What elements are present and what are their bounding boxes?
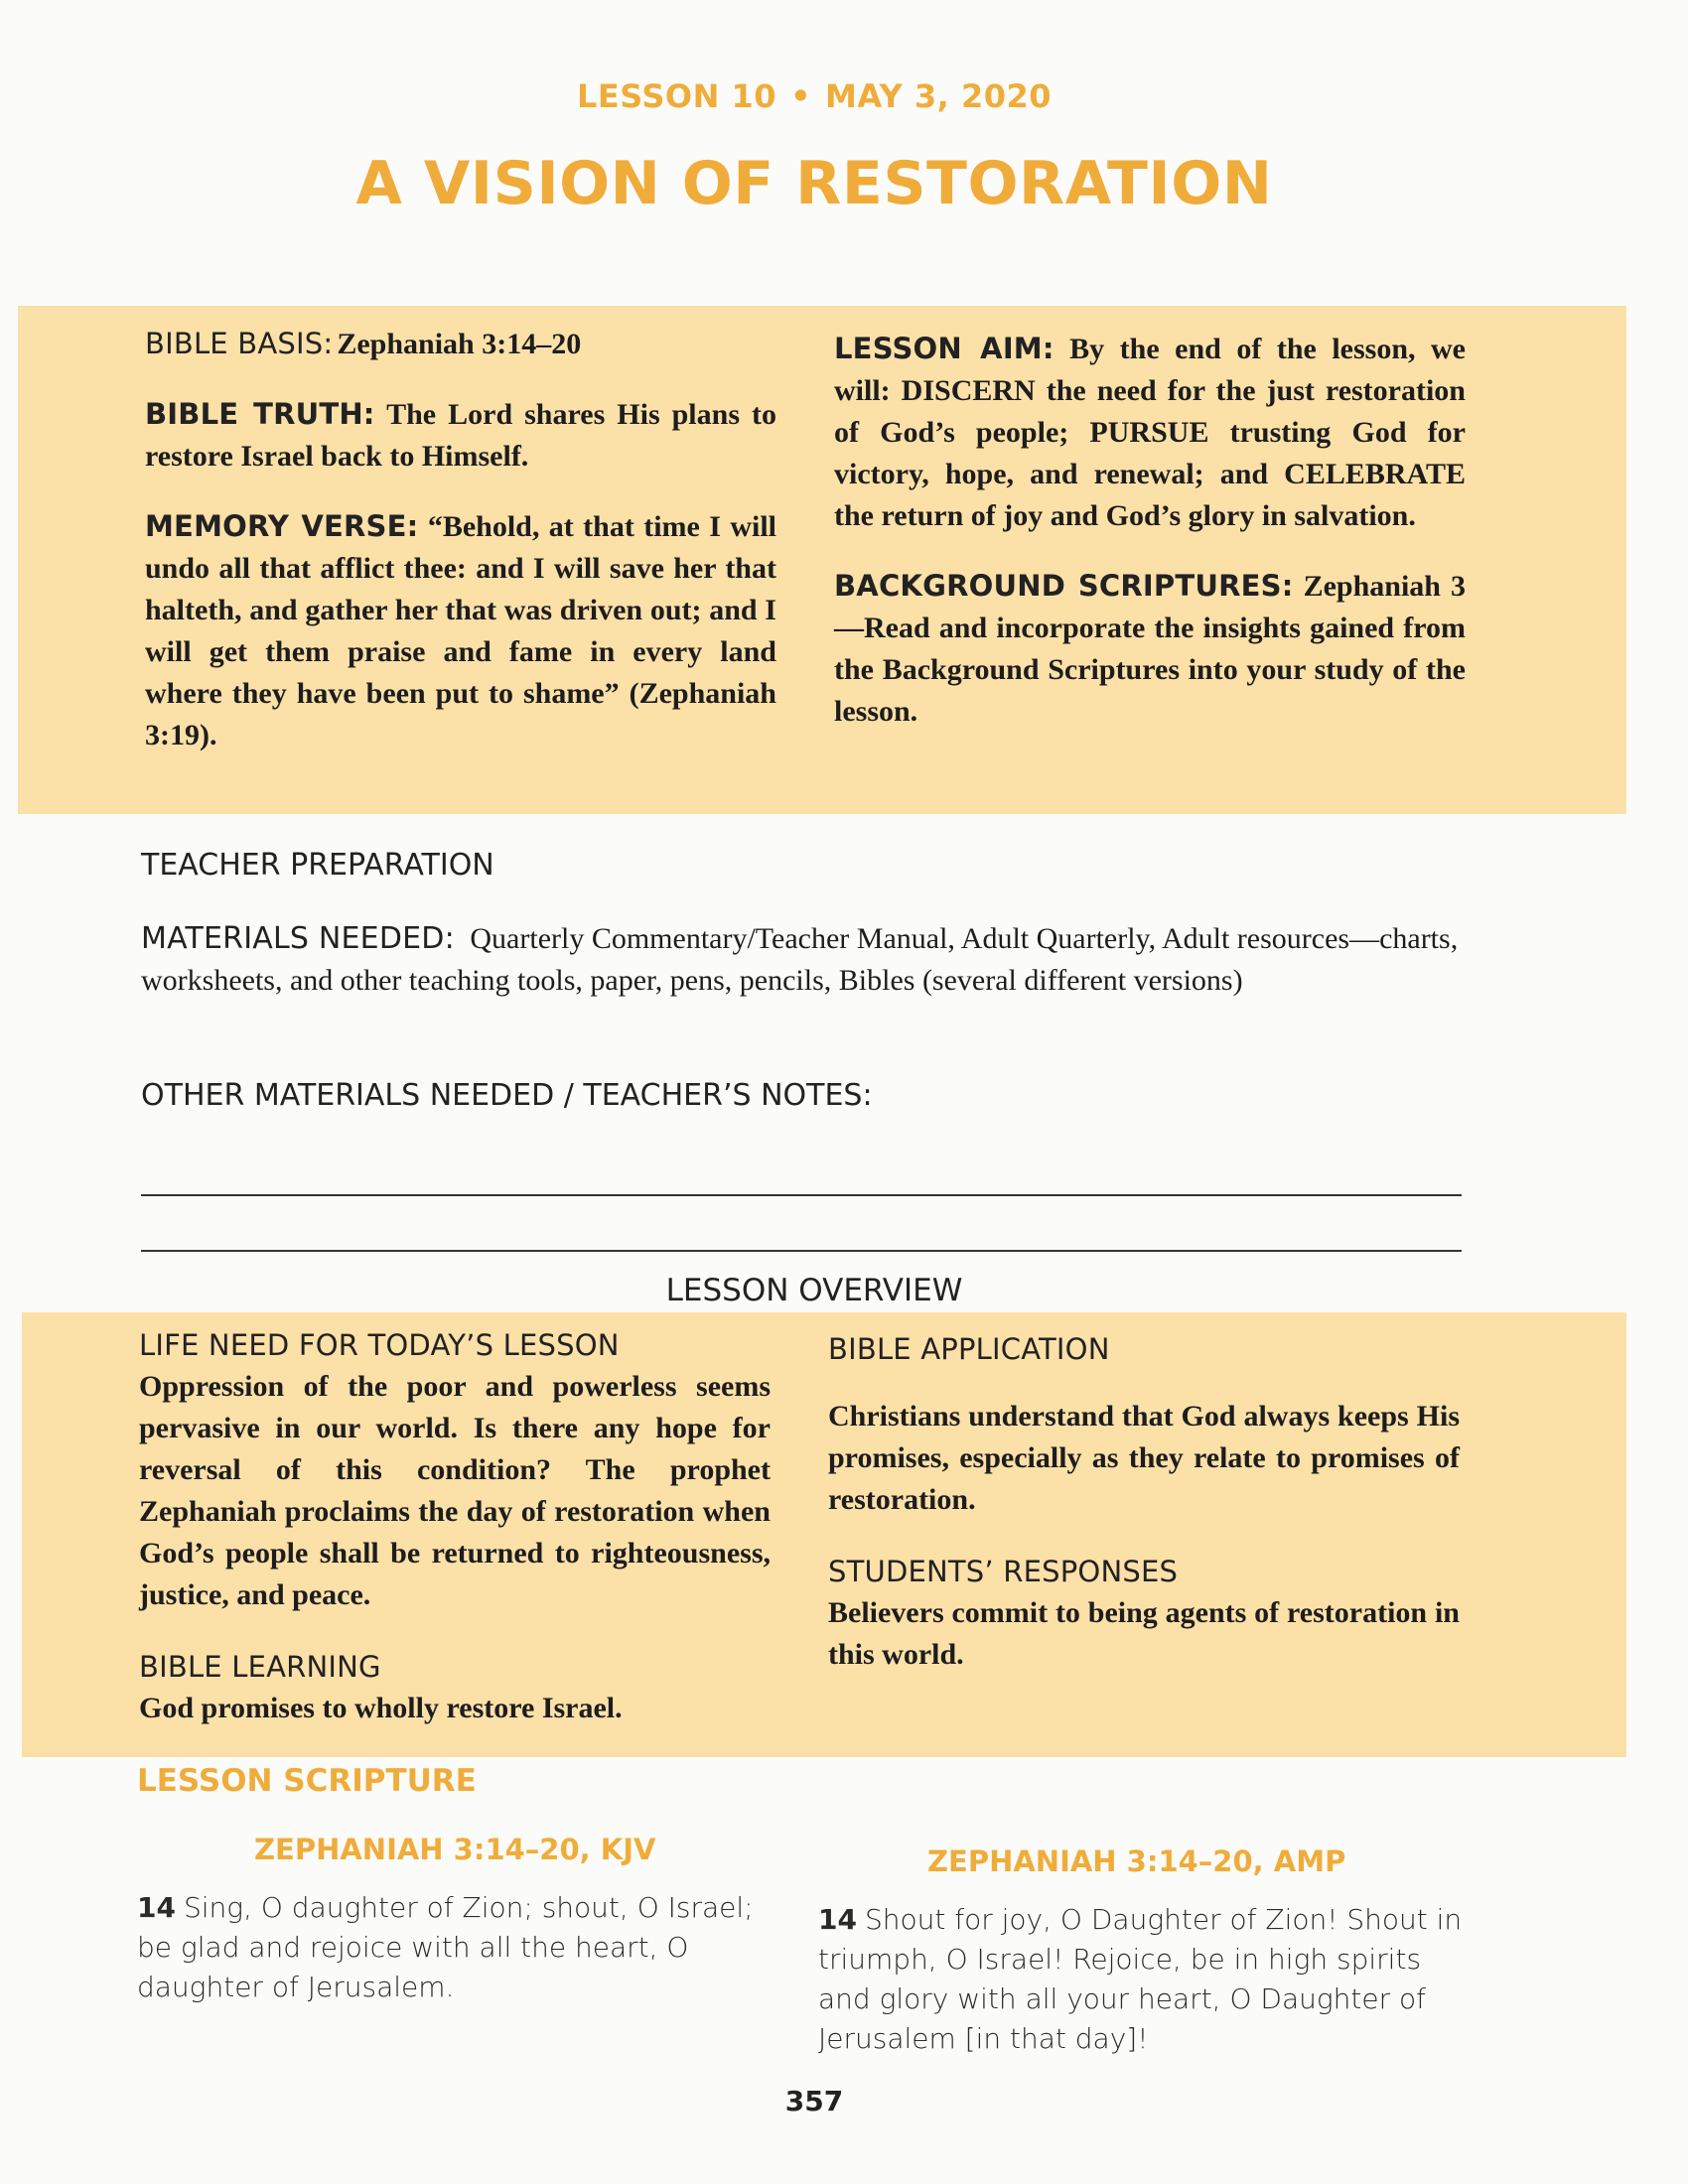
overview-left-column [139, 1328, 771, 1729]
bible-application-text: Christians understand that God always keeps His promises, especially as they relate to promises of restoration. [828, 1400, 1460, 1516]
bible-truth-label: BIBLE TRUTH: [145, 397, 375, 431]
lesson-overview-heading: LESSON OVERVIEW [665, 1273, 963, 1308]
bible-basis-label: BIBLE BASIS: [145, 327, 334, 360]
summary-left-column [145, 324, 776, 784]
students-responses-text: Believers commit to being agents of restoration in this world. [828, 1596, 1460, 1671]
bible-application-label: BIBLE APPLICATION [828, 1332, 1110, 1366]
life-need-label: LIFE NEED FOR TODAY’S LESSON [139, 1328, 620, 1362]
life-need-text: Oppression of the poor and powerless seems pervasive in our world. Is there any hope for reversal of this condition? The prophet Zephaniah proclaims the day of restoration when God’s people shall be returned to righteousness, justice, and peace. [139, 1370, 771, 1611]
bible-learning-label: BIBLE LEARNING [139, 1650, 381, 1684]
bible-truth [145, 393, 776, 478]
amp-verse-text: Shout for joy, O Daughter of Zion! Shout in triumph, O Israel! Rejoice, be in high spirits and glory with all your heart, O Daughter of Jerusalem [in that day]! [818, 1903, 1463, 2055]
page-number: 357 [784, 2085, 844, 2117]
memory-verse [145, 505, 776, 756]
lesson-date: MAY 3, 2020 [825, 77, 1052, 115]
amp-verse-14 [818, 1900, 1464, 2059]
kjv-verse-number: 14 [137, 1891, 176, 1924]
bible-basis-text: Zephaniah 3:14–20 [337, 328, 582, 360]
memory-verse-label: MEMORY VERSE: [145, 509, 419, 543]
materials-needed-label: MATERIALS NEEDED: [141, 921, 455, 956]
kjv-verse-14 [137, 1888, 773, 2007]
page-title: A VISION OF RESTORATION [355, 149, 1273, 218]
lesson-number: LESSON 10 [577, 77, 777, 115]
lesson-aim-label: LESSON AIM: [834, 332, 1055, 365]
overview-right-column [828, 1332, 1460, 1676]
materials-needed [141, 918, 1462, 1002]
teacher-preparation-heading: TEACHER PREPARATION [141, 848, 494, 883]
notes-line-2 [141, 1250, 1462, 1252]
background-scriptures-text: Zephaniah 3—Read and incorporate the insights gained from the Background Scriptures into your study of the lesson. [834, 570, 1466, 728]
summary-right-column [834, 328, 1466, 760]
background-scriptures [834, 565, 1466, 733]
separator-dot: • [790, 77, 812, 115]
bible-truth-text: The Lord shares His plans to restore Israel back to Himself. [145, 398, 777, 473]
lesson-aim-text: By the end of the lesson, we will: DISCERN the need for the just restoration of God’s people; PURSUE trusting God for victory, hope, and renewal; and CELEBRATE the return of joy and God’s glory in salvation. [834, 333, 1466, 532]
teacher-notes-heading: OTHER MATERIALS NEEDED / TEACHER’S NOTES: [141, 1078, 873, 1113]
students-responses-label: STUDENTS’ RESPONSES [828, 1555, 1179, 1588]
amp-verse-number: 14 [818, 1903, 857, 1936]
kjv-verse-text: Sing, O daughter of Zion; shout, O Israel; be glad and rejoice with all the heart, O daughter of Jerusalem. [137, 1891, 754, 2003]
kjv-heading: ZEPHANIAH 3:14–20, KJV [254, 1833, 656, 1866]
notes-line-1 [141, 1194, 1462, 1196]
materials-needed-text: Quarterly Commentary/Teacher Manual, Adult Quarterly, Adult resources—charts, worksheets, and other teaching tools, paper, pens, pencils, Bibles (several different versions) [141, 922, 1459, 997]
bible-learning-text: God promises to wholly restore Israel. [139, 1692, 623, 1724]
amp-heading: ZEPHANIAH 3:14–20, AMP [927, 1844, 1346, 1878]
bible-basis [145, 324, 776, 365]
memory-verse-text: “Behold, at that time I will undo all that afflict thee: and I will save her that halteth, and gather her that was driven out; and I will get them praise and fame in every land where they have been put to shame” (Zephaniah 3:19). [145, 510, 776, 751]
lesson-kicker [0, 77, 1628, 115]
lesson-aim [834, 328, 1466, 537]
background-scriptures-label: BACKGROUND SCRIPTURES: [834, 569, 1294, 603]
lesson-scripture-heading: LESSON SCRIPTURE [137, 1763, 477, 1799]
